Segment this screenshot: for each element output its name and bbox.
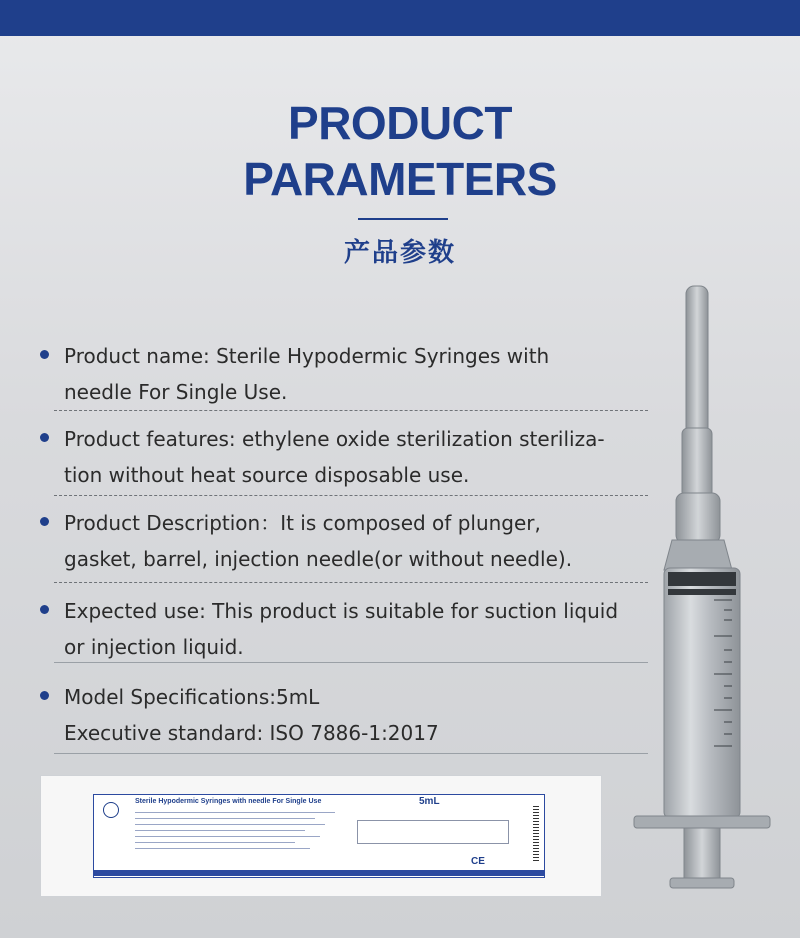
- parameter-item-model-specifications: [40, 679, 650, 759]
- ce-mark: CE: [471, 856, 485, 867]
- parameter-text: [64, 421, 654, 493]
- parameter-line: Executive standard: ISO 7886-1:2017: [64, 721, 439, 745]
- package-label: [40, 775, 602, 897]
- package-text-line: [135, 848, 310, 849]
- parameter-line: or injection liquid.: [64, 635, 244, 659]
- page-title-line1: PRODUCT: [288, 97, 512, 149]
- syringe-illustration: [620, 278, 800, 898]
- package-text-line: [135, 836, 320, 837]
- bullet-dot-icon: [40, 350, 49, 359]
- parameter-line: Expected use: This product is suitable for suction liquid: [64, 599, 619, 623]
- parameter-line: Product name: Sterile Hypodermic Syringes with: [64, 344, 550, 368]
- item-separator: [54, 662, 648, 663]
- item-separator: [54, 495, 648, 496]
- package-size: 5mL: [419, 796, 440, 807]
- item-separator: [54, 582, 648, 583]
- parameter-item-product-name: [40, 338, 650, 418]
- parameter-text: [64, 593, 654, 665]
- bullet-dot-icon: [40, 605, 49, 614]
- parameter-text: [64, 338, 654, 410]
- package-text-line: [135, 818, 315, 819]
- parameter-item-expected-use: [40, 593, 650, 669]
- package-footer-bar: [93, 870, 545, 876]
- brand-logo-icon: [103, 802, 119, 818]
- page-subtitle: 产品参数: [343, 238, 456, 268]
- parameter-line: tion without heat source disposable use.: [64, 463, 470, 487]
- parameter-item-product-features: [40, 421, 650, 501]
- bullet-dot-icon: [40, 517, 49, 526]
- package-text-line: [135, 842, 295, 843]
- barcode-icon: [533, 806, 539, 862]
- parameter-line: Product Description：It is composed of plunger,: [64, 511, 541, 535]
- parameter-text: [64, 505, 654, 577]
- bullet-dot-icon: [40, 433, 49, 442]
- parameter-item-product-description: [40, 505, 650, 585]
- parameter-text: [64, 679, 654, 751]
- page-title-line2: PARAMETERS: [243, 153, 557, 205]
- package-text-line: [135, 830, 305, 831]
- parameter-line: Model Specifications:5mL: [64, 685, 320, 709]
- item-separator: [54, 410, 648, 411]
- parameter-line: gasket, barrel, injection needle(or without needle).: [64, 547, 573, 571]
- bullet-dot-icon: [40, 691, 49, 700]
- package-text-line: [135, 812, 335, 813]
- package-spec-table: [357, 820, 509, 844]
- title-divider: [358, 218, 448, 220]
- parameter-line: Product features: ethylene oxide sterilization steriliza-: [64, 427, 605, 451]
- top-banner: [0, 0, 800, 36]
- package-text-line: [135, 824, 325, 825]
- package-title: Sterile Hypodermic Syringes with needle For Single Use: [135, 798, 322, 805]
- item-separator: [54, 753, 648, 754]
- parameter-line: needle For Single Use.: [64, 380, 288, 404]
